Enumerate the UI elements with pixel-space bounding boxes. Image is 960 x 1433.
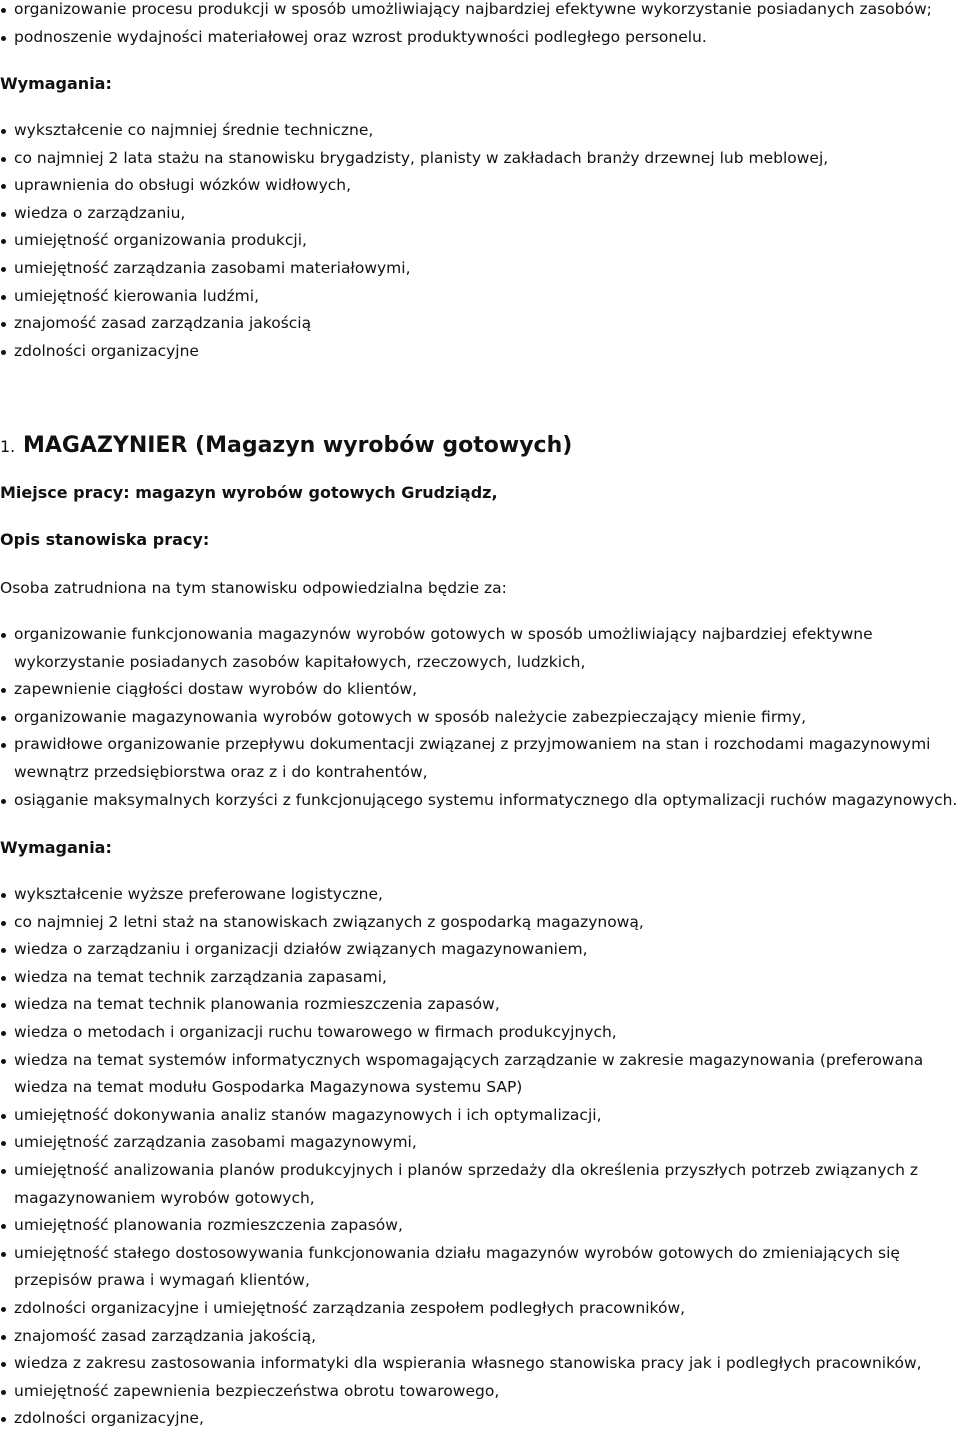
requirement-item: zdolności organizacyjne [0,338,960,366]
duties-list-container [0,621,960,814]
requirement-item: umiejętność zapewnienia bezpieczeństwa obrotu towarowego, [0,1378,960,1406]
requirement-item: uprawnienia do obsługi wózków widłowych, [0,172,960,200]
requirement-item: umiejętność stałego dostosowywania funkcjonowania działu magazynów wyrobów gotowych do zmieniających się przepisów prawa i wymagań klientów, [0,1240,960,1295]
requirements-list-1 [0,117,960,365]
duty-item: prawidłowe organizowanie przepływu dokumentacji związanej z przyjmowaniem na stan i rozchodami magazynowymi wewnątrz przedsiębiorstwa oraz z i do kontrahentów, [0,731,960,786]
requirement-item: umiejętność dokonywania analiz stanów magazynowych i ich optymalizacji, [0,1102,960,1130]
intro-list-item: organizowanie procesu produkcji w sposób umożliwiający najbardziej efektywne wykorzystanie posiadanych zasobów; [0,0,960,24]
requirements-list-1-container [0,117,960,365]
requirement-item: zdolności organizacyjne i umiejętność zarządzania zespołem podległych pracowników, [0,1295,960,1323]
job-title [0,431,572,462]
requirements-list-2 [0,881,960,1433]
intro-list [0,0,960,51]
duty-item: organizowanie magazynowania wyrobów gotowych w sposób należycie zabezpieczający mienie firmy, [0,704,960,732]
intro-list-item: podnoszenie wydajności materiałowej oraz wzrost produktywności podległego personelu. [0,24,960,52]
duties-list [0,621,960,814]
requirement-item: wykształcenie wyższe preferowane logistyczne, [0,881,960,909]
requirement-item: wiedza o zarządzaniu, [0,200,960,228]
intro-list-container [0,0,960,51]
requirement-item: wiedza na temat technik zarządzania zapasami, [0,964,960,992]
job-place: Miejsce pracy: magazyn wyrobów gotowych Grudziądz, [0,483,498,502]
requirement-item: wiedza na temat systemów informatycznych wspomagających zarządzanie w zakresie magazynowania (preferowana wiedza na temat modułu Gospodarka Magazynowa systemu SAP) [0,1047,960,1102]
requirement-item: znajomość zasad zarządzania jakością, [0,1323,960,1351]
requirement-item: umiejętność planowania rozmieszczenia zapasów, [0,1212,960,1240]
requirement-item: umiejętność zarządzania zasobami materiałowymi, [0,255,960,283]
job-description-heading: Opis stanowiska pracy: [0,530,210,549]
requirement-item: umiejętność kierowania ludźmi, [0,283,960,311]
requirement-item: co najmniej 2 lata stażu na stanowisku brygadzisty, planisty w zakładach branży drzewnej lub meblowej, [0,145,960,173]
requirement-item: zdolności organizacyjne, [0,1405,960,1433]
requirement-item: znajomość zasad zarządzania jakością [0,310,960,338]
requirements-list-2-container [0,881,960,1433]
requirement-item: wiedza o metodach i organizacji ruchu towarowego w firmach produkcyjnych, [0,1019,960,1047]
requirement-item: wiedza o zarządzaniu i organizacji działów związanych magazynowaniem, [0,936,960,964]
job-description-intro: Osoba zatrudniona na tym stanowisku odpowiedzialna będzie za: [0,579,507,597]
requirement-item: wiedza z zakresu zastosowania informatyki dla wspierania własnego stanowiska pracy jak i podległych pracowników, [0,1350,960,1378]
requirement-item: umiejętność analizowania planów produkcyjnych i planów sprzedaży dla określenia przyszłych potrzeb związanych z magazynowaniem wyrobów gotowych, [0,1157,960,1212]
requirement-item: co najmniej 2 letni staż na stanowiskach związanych z gospodarką magazynową, [0,909,960,937]
requirement-item: umiejętność zarządzania zasobami magazynowymi, [0,1129,960,1157]
requirements-heading-2: Wymagania: [0,838,112,857]
requirement-item: wiedza na temat technik planowania rozmieszczenia zapasów, [0,991,960,1019]
requirement-item: umiejętność organizowania produkcji, [0,227,960,255]
job-number: 1. [0,437,16,456]
duty-item: organizowanie funkcjonowania magazynów wyrobów gotowych w sposób umożliwiający najbardziej efektywne wykorzystanie posiadanych zasobów kapitałowych, rzeczowych, ludzkich, [0,621,960,676]
job-title-text: MAGAZYNIER (Magazyn wyrobów gotowych) [22,433,573,458]
requirement-item: wykształcenie co najmniej średnie techniczne, [0,117,960,145]
duty-item: osiąganie maksymalnych korzyści z funkcjonującego systemu informatycznego dla optymalizacji ruchów magazynowych. [0,787,960,815]
requirements-heading-1: Wymagania: [0,74,112,93]
duty-item: zapewnienie ciągłości dostaw wyrobów do klientów, [0,676,960,704]
